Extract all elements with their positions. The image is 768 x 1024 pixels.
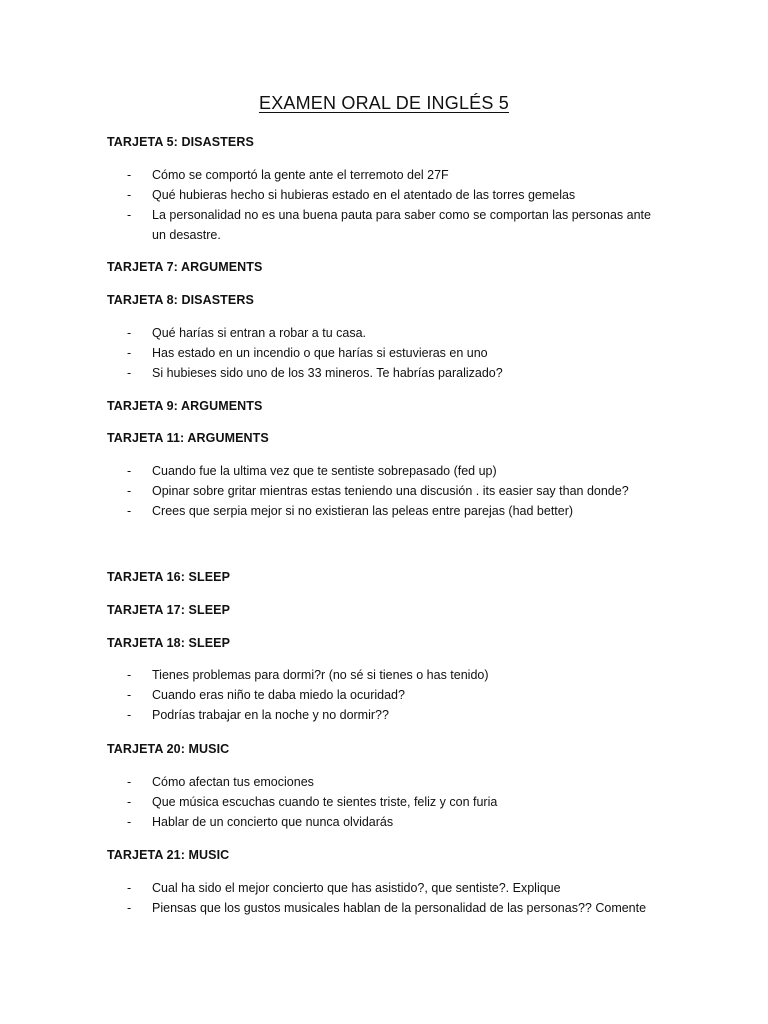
list-item: - Cómo afectan tus emociones [127,772,667,792]
list-item: - La personalidad no es una buena pauta para saber como se comportan las personas ante un desastre. [127,205,667,245]
bullet-dash: - [127,688,132,702]
list-item: - Tienes problemas para dormi?r (no sé si tienes o has tenido) [127,665,667,685]
bullet-dash: - [127,326,132,340]
section-heading-tarjeta-18: TARJETA 18: SLEEP [107,636,231,650]
list-item: - Cómo se comportó la gente ante el terremoto del 27F [127,165,667,185]
bullet-dash: - [127,901,132,915]
document-title-wrap [0,93,768,114]
bullet-dash: - [127,168,132,182]
section-heading-tarjeta-17: TARJETA 17: SLEEP [107,603,231,617]
list-item: - Si hubieses sido uno de los 33 mineros. Te habrías paralizado? [127,363,667,383]
bullet-dash: - [127,504,132,518]
section-list-tarjeta-20 [127,772,667,832]
section-heading-tarjeta-5: TARJETA 5: DISASTERS [107,135,254,149]
bullet-dash: - [127,346,132,360]
bullet-dash: - [127,708,132,722]
section-list-tarjeta-11 [127,461,667,521]
bullet-dash: - [127,795,132,809]
list-item: - Qué harías si entran a robar a tu casa. [127,323,667,343]
section-list-tarjeta-18 [127,665,667,725]
list-item: - Hablar de un concierto que nunca olvidarás [127,812,667,832]
section-heading-tarjeta-7: TARJETA 7: ARGUMENTS [107,260,263,274]
bullet-dash: - [127,815,132,829]
bullet-dash: - [127,881,132,895]
section-list-tarjeta-5 [127,165,667,245]
document-title: EXAMEN ORAL DE INGLÉS 5 [258,93,509,113]
section-heading-tarjeta-8: TARJETA 8: DISASTERS [107,293,254,307]
bullet-dash: - [127,188,132,202]
section-heading-tarjeta-11: TARJETA 11: ARGUMENTS [107,431,269,445]
list-item: - Que música escuchas cuando te sientes triste, feliz y con furia [127,792,667,812]
bullet-dash: - [127,668,132,682]
section-list-tarjeta-21 [127,878,667,918]
section-heading-tarjeta-20: TARJETA 20: MUSIC [107,742,230,756]
bullet-dash: - [127,464,132,478]
bullet-dash: - [127,366,132,380]
list-item: - Podrías trabajar en la noche y no dormir?? [127,705,667,725]
section-heading-tarjeta-9: TARJETA 9: ARGUMENTS [107,399,263,413]
bullet-dash: - [127,484,132,498]
section-list-tarjeta-8 [127,323,667,383]
list-item: - Qué hubieras hecho si hubieras estado en el atentado de las torres gemelas [127,185,667,205]
list-item: - Cuando fue la ultima vez que te sentiste sobrepasado (fed up) [127,461,667,481]
bullet-dash: - [127,775,132,789]
section-heading-tarjeta-16: TARJETA 16: SLEEP [107,570,231,584]
section-heading-tarjeta-21: TARJETA 21: MUSIC [107,848,230,862]
list-item: - Crees que serpia mejor si no existieran las peleas entre parejas (had better) [127,501,667,521]
list-item: - Has estado en un incendio o que harías si estuvieras en uno [127,343,667,363]
list-item: - Cuando eras niño te daba miedo la ocuridad? [127,685,667,705]
list-item: - Piensas que los gustos musicales hablan de la personalidad de las personas?? Comente [127,898,667,918]
list-item: - Opinar sobre gritar mientras estas teniendo una discusión . its easier say than donde? [127,481,667,501]
bullet-dash: - [127,208,132,222]
list-item: - Cual ha sido el mejor concierto que has asistido?, que sentiste?. Explique [127,878,667,898]
